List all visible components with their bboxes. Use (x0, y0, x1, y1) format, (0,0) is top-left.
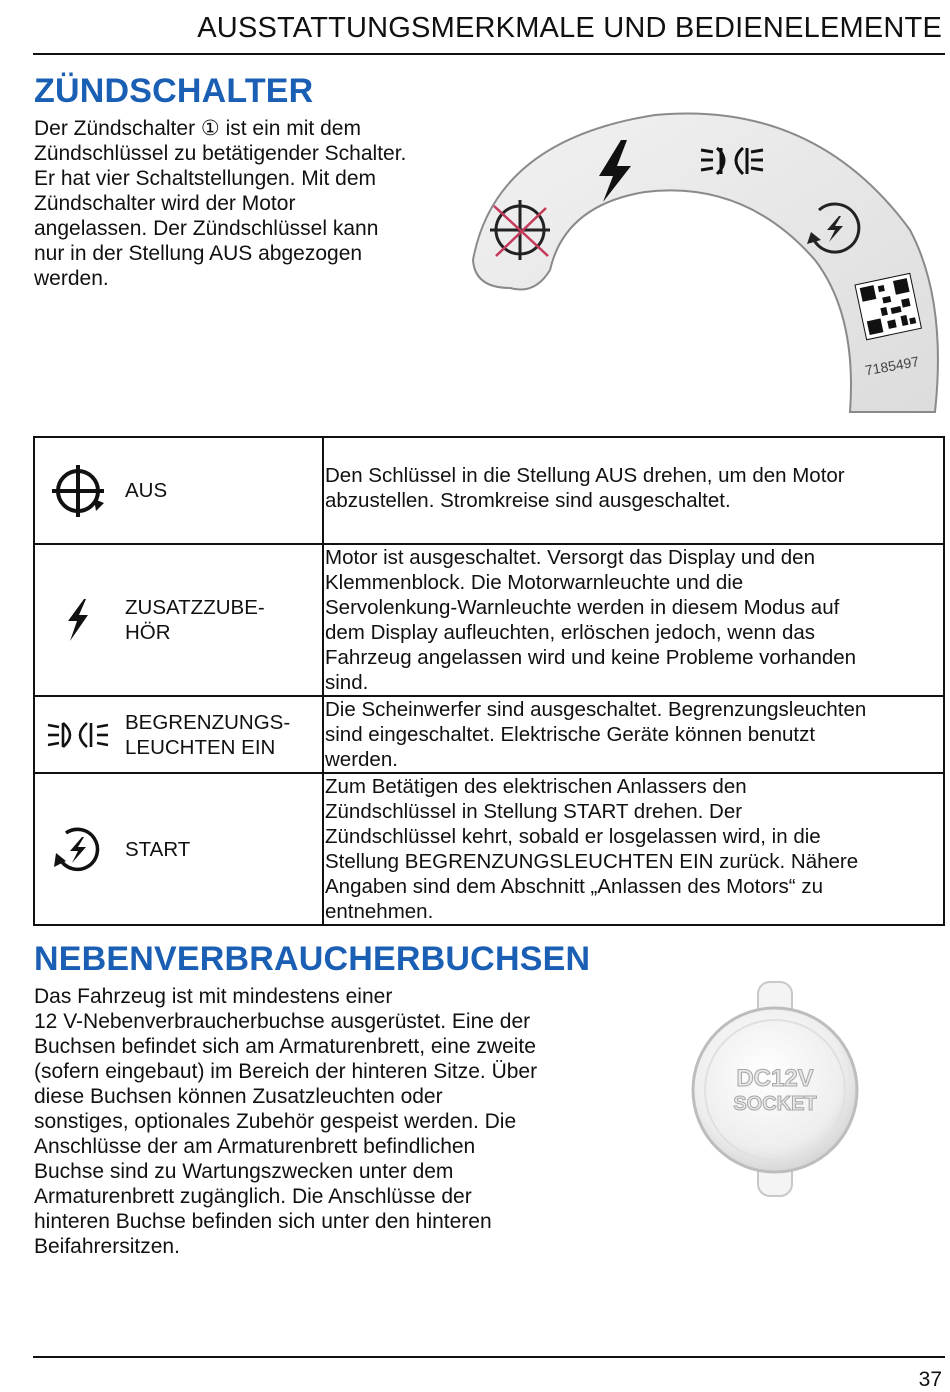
position-label: START (125, 837, 191, 861)
off-icon (46, 459, 110, 523)
sockets-line: (sofern eingebaut) im Bereich der hinteren Sitze. Über (34, 1060, 538, 1083)
table-row (34, 437, 944, 544)
ignition-line: Er hat vier Schaltstellungen. Mit dem (34, 167, 376, 190)
ignition-heading: ZÜNDSCHALTER (34, 72, 314, 110)
chapter-header: AUSSTATTUNGSMERKMALE UND BEDIENELEMENTE (197, 12, 942, 44)
position-label-cell (34, 437, 323, 544)
ignition-line: angelassen. Der Zündschlüssel kann (34, 217, 379, 240)
position-label: ZUSATZZUBE- HÖR (125, 596, 265, 644)
decal-qr-code (855, 273, 921, 339)
position-label-cell (34, 544, 323, 696)
socket-cap-label-line2: SOCKET (733, 1093, 817, 1115)
ignition-line: werden. (34, 267, 109, 290)
start-icon (48, 819, 108, 879)
sockets-line: diese Buchsen können Zusatzleuchten oder (34, 1085, 443, 1108)
ignition-line: Der Zündschalter ① ist ein mit dem (34, 117, 361, 140)
ignition-switch-figure (455, 100, 945, 425)
ignition-line: nur in der Stellung AUS abgezogen (34, 242, 363, 265)
position-label: BEGRENZUNGS- LEUCHTEN EIN (125, 710, 291, 759)
decal-part-code: 7185497 (863, 353, 921, 379)
accessory-icon (58, 595, 98, 645)
ignition-positions-table (33, 436, 945, 926)
sockets-line: sonstiges, optionales Zubehör gespeist werden. Die (34, 1110, 517, 1133)
sockets-line: Das Fahrzeug ist mit mindestens einer (34, 985, 393, 1008)
header-divider (33, 53, 945, 55)
dc12v-socket-figure (680, 978, 870, 1203)
ignition-line: Zündschalter wird der Motor (34, 192, 296, 215)
footer-divider (33, 1356, 945, 1358)
ignition-paragraph (34, 116, 406, 291)
sockets-line: hinteren Buchse befinden sich unter den hinteren (34, 1210, 492, 1233)
position-label: AUS (125, 479, 168, 502)
sockets-line: Armaturenbrett zugänglich. Die Anschlüsse der (34, 1185, 472, 1208)
position-description-cell: Den Schlüssel in die Stellung AUS drehen, um den Motor abzustellen. Stromkreise sind ausgeschaltet. (323, 437, 944, 544)
table-row (34, 544, 944, 696)
parking-lights-icon (45, 717, 111, 753)
position-description-cell: Die Scheinwerfer sind ausgeschaltet. Begrenzungsleuchten sind eingeschaltet. Elektrische Geräte können benutzt werden. (323, 696, 944, 773)
table-row (34, 696, 944, 773)
page-number: 37 (918, 1368, 942, 1391)
sockets-line: Buchse sind zu Wartungszwecken unter dem (34, 1160, 454, 1183)
sockets-line: 12 V-Nebenverbraucherbuchse ausgerüstet. Eine der (34, 1010, 531, 1033)
position-label-cell (34, 696, 323, 773)
ignition-line: Zündschlüssel zu betätigender Schalter. (34, 142, 407, 165)
sockets-line: Beifahrersitzen. (34, 1235, 180, 1258)
sockets-paragraph (34, 984, 537, 1259)
table-row (34, 773, 944, 925)
sockets-heading: NEBENVERBRAUCHERBUCHSEN (34, 940, 591, 978)
sockets-line: Buchsen befindet sich am Armaturenbrett, eine zweite (34, 1035, 536, 1058)
position-description-cell: Motor ist ausgeschaltet. Versorgt das Display und den Klemmenblock. Die Motorwarnleuchte und die Servolenkung-Warnleuchte werden in diesem Modus auf dem Display aufleuchten, erlöschen jedoch, wenn das Fahrzeug angelassen wird und keine Probleme vorhanden sind. (323, 544, 944, 696)
sockets-line: Anschlüsse der am Armaturenbrett befindlichen (34, 1135, 476, 1158)
position-description-cell: Zum Betätigen des elektrischen Anlassers den Zündschlüssel in Stellung START drehen. Der Zündschlüssel kehrt, sobald er losgelassen wird, in die Stellung BEGRENZUNGSLEUCHTEN EIN zurück. Nähere Angaben sind dem Abschnitt „Anlassen des Motors“ zu entnehmen. (323, 773, 944, 925)
position-label-cell (34, 773, 323, 925)
socket-cap-label-line1: DC12V (736, 1065, 814, 1092)
